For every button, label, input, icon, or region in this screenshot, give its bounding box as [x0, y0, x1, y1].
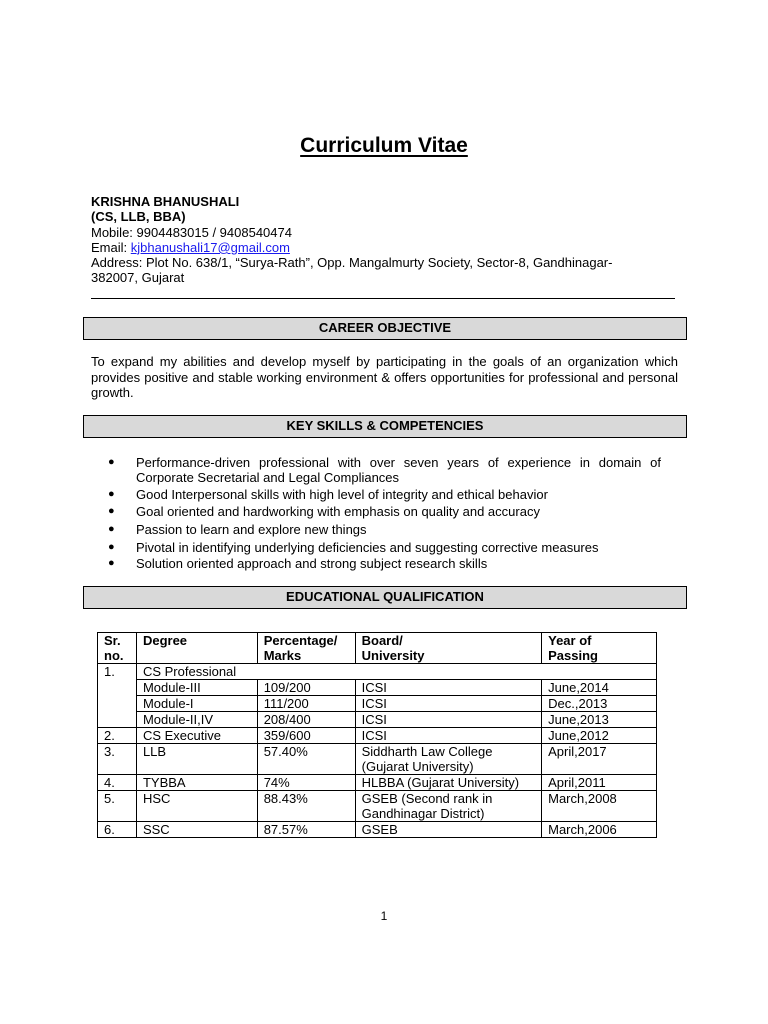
- cell-sr: 4.: [98, 775, 137, 791]
- address-line: [91, 255, 681, 270]
- cell-degree: TYBBA: [136, 775, 257, 791]
- bullet-icon: ●: [108, 557, 115, 569]
- column-header-sr: [98, 633, 137, 664]
- skills-list: [108, 455, 661, 571]
- list-item: [108, 504, 661, 519]
- cell-year: June,2014: [542, 680, 657, 696]
- cell-board-line: Siddharth Law College: [361, 744, 493, 759]
- header-text: Sr.: [104, 633, 121, 648]
- table-row: [98, 744, 657, 775]
- cell-year: April,2011: [542, 775, 657, 791]
- header-text: no.: [104, 648, 124, 663]
- list-item: [108, 556, 661, 571]
- table-row: [98, 664, 657, 680]
- cell-marks: 88.43%: [257, 791, 355, 822]
- mobile-line: [91, 225, 681, 240]
- mobile-number: 9904483015 / 9408540474: [136, 224, 292, 240]
- table-row: [98, 728, 657, 744]
- cell-sr: 5.: [98, 791, 137, 822]
- contact-block: [91, 194, 681, 286]
- section-heading-career-objective: CAREER OBJECTIVE: [83, 317, 687, 340]
- header-text: Passing: [548, 648, 598, 663]
- cell-board-line: GSEB (Second rank in: [361, 791, 493, 806]
- header-text: Percentage/: [263, 633, 338, 648]
- cell-degree: LLB: [136, 744, 257, 775]
- column-header-degree: Degree: [136, 633, 257, 664]
- header-text: Year of: [548, 633, 592, 648]
- header-text: University: [361, 648, 425, 663]
- skill-text: Goal oriented and hardworking with emphasis on quality and accuracy: [136, 504, 540, 519]
- address-label: Address:: [91, 255, 143, 271]
- list-item: [108, 455, 661, 485]
- page-number: 1: [380, 909, 388, 923]
- list-item: [108, 540, 661, 555]
- section-heading-key-skills: KEY SKILLS & COMPETENCIES: [83, 415, 687, 438]
- cell-board: ICSI: [355, 728, 542, 744]
- skill-text: Pivotal in identifying underlying deficiencies and suggesting corrective measures: [136, 540, 599, 555]
- table-row: [98, 696, 657, 712]
- list-item: [108, 522, 661, 537]
- cell-sr: 3.: [98, 744, 137, 775]
- cell-year: June,2012: [542, 728, 657, 744]
- bullet-icon: ●: [108, 488, 115, 500]
- mobile-label: Mobile:: [91, 224, 133, 240]
- cell-marks: 109/200: [257, 680, 355, 696]
- cell-board: GSEB: [355, 822, 542, 838]
- list-item: [108, 487, 661, 502]
- column-header-year: [542, 633, 657, 664]
- cell-year: March,2008: [542, 791, 657, 822]
- email-label: Email:: [91, 239, 128, 255]
- bullet-icon: ●: [108, 541, 115, 553]
- cell-sr: 2.: [98, 728, 137, 744]
- cell-marks: 208/400: [257, 712, 355, 728]
- cell-year: March,2006: [542, 822, 657, 838]
- header-divider: [91, 298, 675, 299]
- skill-text: Passion to learn and explore new things: [136, 522, 367, 537]
- address-text-1: Plot No. 638/1, “Surya-Rath”, Opp. Mangalmurty Society, Sector-8, Gandhinagar-: [145, 255, 613, 271]
- cell-board: ICSI: [355, 696, 542, 712]
- cell-sr: [98, 712, 137, 728]
- cell-marks: 111/200: [257, 696, 355, 712]
- bullet-icon: ●: [108, 505, 115, 517]
- email-line: [91, 240, 681, 255]
- section-heading-education: EDUCATIONAL QUALIFICATION: [83, 586, 687, 609]
- cell-board: [355, 744, 542, 775]
- skill-text: Solution oriented approach and strong subject research skills: [136, 556, 488, 571]
- document-title: Curriculum Vitae: [300, 134, 468, 157]
- cell-degree: SSC: [136, 822, 257, 838]
- cell-year: June,2013: [542, 712, 657, 728]
- bullet-icon: ●: [108, 523, 115, 535]
- candidate-name: KRISHNA BHANUSHALI: [91, 194, 240, 209]
- skill-text: Performance-driven professional with over seven years of experience in domain of Corporate Secretarial and Legal Compliances: [136, 455, 661, 485]
- cell-sr: 6.: [98, 822, 137, 838]
- cell-sr: [98, 696, 137, 712]
- cell-board: HLBBA (Gujarat University): [355, 775, 542, 791]
- cell-board-line: (Gujarat University): [361, 759, 474, 774]
- candidate-qualifications: (CS, LLB, BBA): [91, 209, 186, 225]
- table-row: [98, 775, 657, 791]
- cell-degree: HSC: [136, 791, 257, 822]
- column-header-percentage: [257, 633, 355, 664]
- table-row: [98, 712, 657, 728]
- cell-year: April,2017: [542, 744, 657, 775]
- email-link[interactable]: kjbhanushali17@gmail.com: [130, 239, 290, 255]
- cell-marks: 57.40%: [257, 744, 355, 775]
- table-row: [98, 791, 657, 822]
- cell-degree: Module-II,IV: [136, 712, 257, 728]
- cell-sr: [98, 680, 137, 696]
- table-row: [98, 822, 657, 838]
- column-header-board: [355, 633, 542, 664]
- cell-degree: CS Professional: [136, 664, 656, 680]
- table-row: [98, 680, 657, 696]
- skill-text: Good Interpersonal skills with high level of integrity and ethical behavior: [136, 487, 548, 502]
- bullet-icon: ●: [108, 456, 115, 468]
- cell-board: ICSI: [355, 680, 542, 696]
- table-header-row: [98, 633, 657, 664]
- cell-board-line: Gandhinagar District): [361, 806, 485, 821]
- cell-board: ICSI: [355, 712, 542, 728]
- education-table: [97, 632, 657, 838]
- career-objective-text: To expand my abilities and develop myself by participating in the goals of an organization which provides positive and stable working environment & offers opportunities for professional and personal growth.: [91, 354, 678, 400]
- address-text-2: 382007, Gujarat: [91, 270, 185, 286]
- cell-degree: Module-I: [136, 696, 257, 712]
- cell-year: Dec.,2013: [542, 696, 657, 712]
- cell-marks: 74%: [257, 775, 355, 791]
- cell-marks: 87.57%: [257, 822, 355, 838]
- cell-degree: Module-III: [136, 680, 257, 696]
- cell-marks: 359/600: [257, 728, 355, 744]
- cell-degree: CS Executive: [136, 728, 257, 744]
- header-text: Board/: [361, 633, 403, 648]
- cell-sr: 1.: [98, 664, 137, 680]
- cell-board: [355, 791, 542, 822]
- header-text: Marks: [263, 648, 302, 663]
